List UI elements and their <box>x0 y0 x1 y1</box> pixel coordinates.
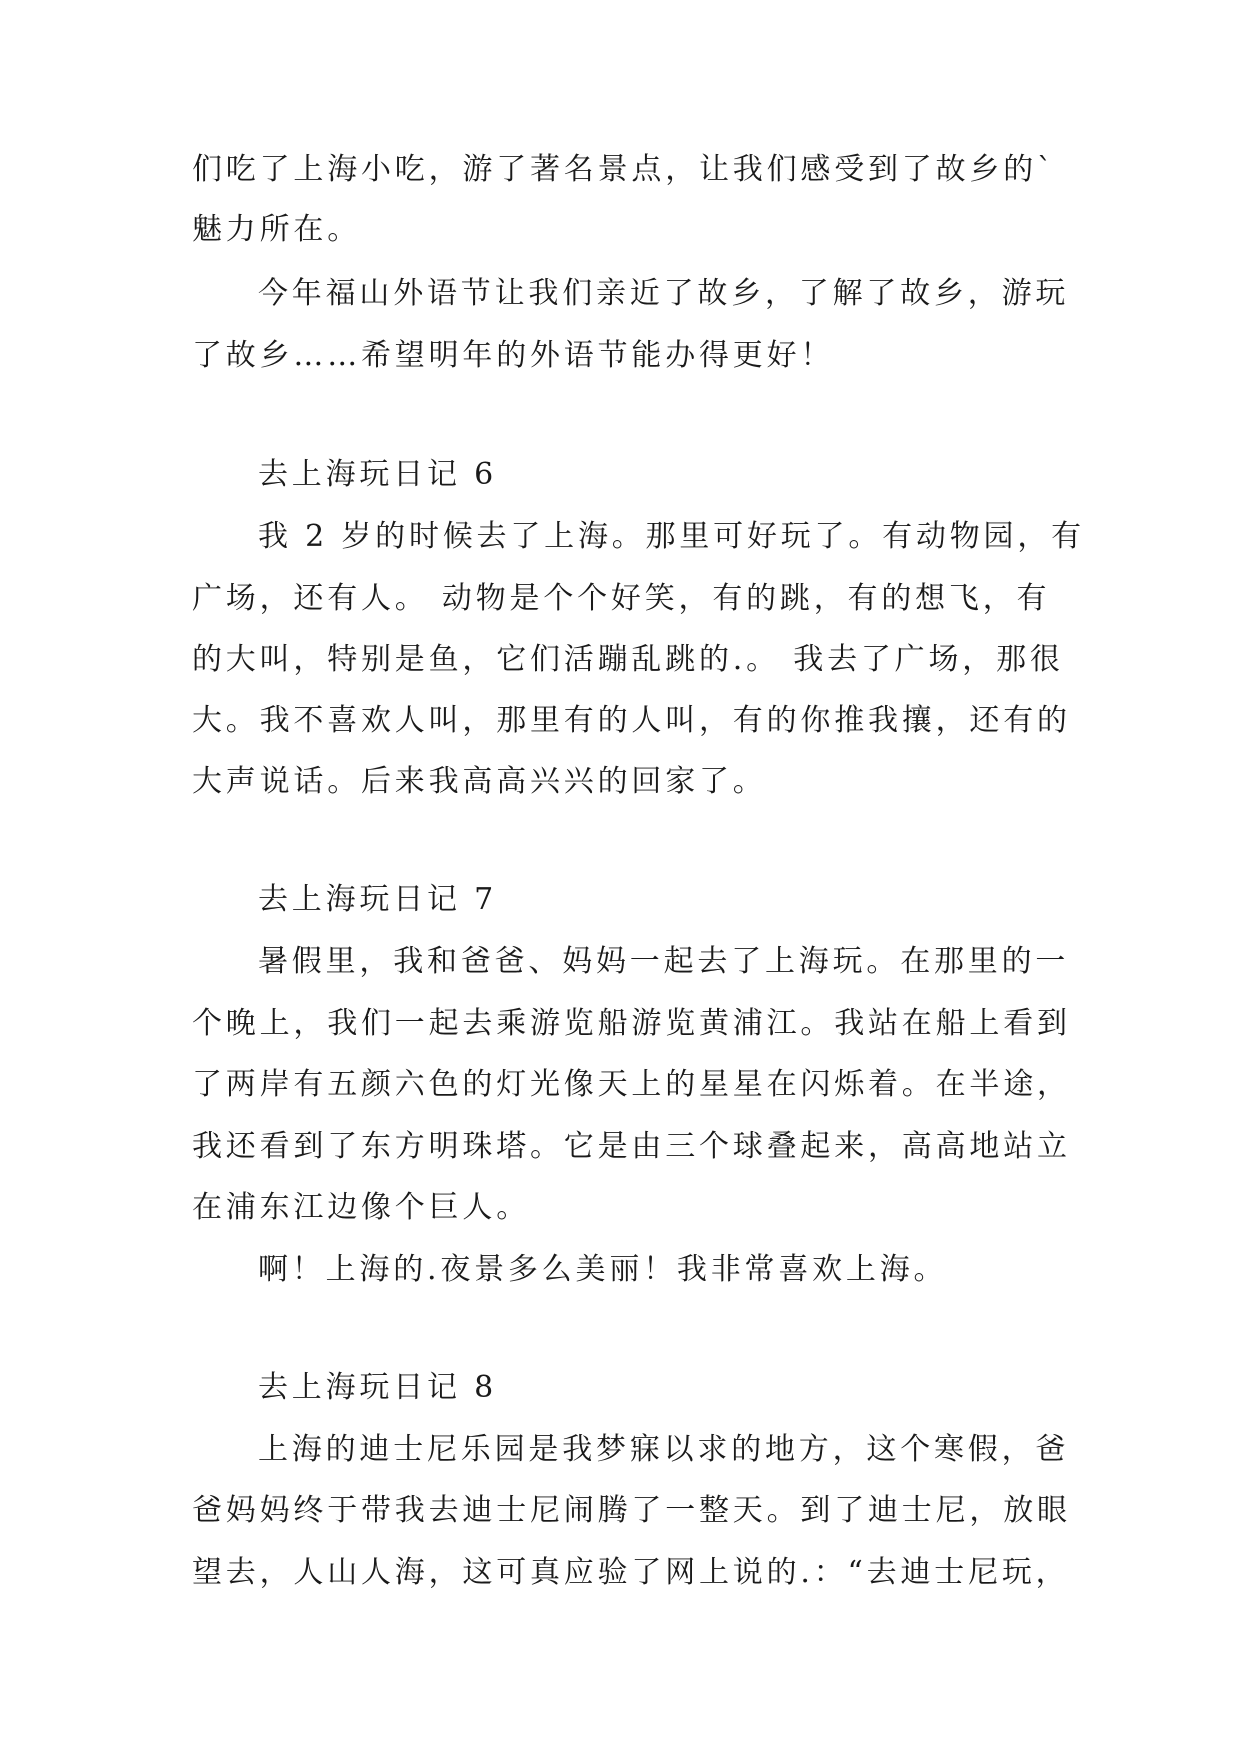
paragraph-line: 暑假里，我和爸爸、妈妈一起去了上海玩。在那里的一 <box>258 944 1070 979</box>
paragraph-line: 望去，人山人海，这可真应验了网上说的.：“去迪士尼玩， <box>192 1555 1070 1590</box>
paragraph-line: 我 2 岁的时候去了上海。那里可好玩了。有动物园，有 <box>258 519 1085 554</box>
paragraph-line: 个晚上，我们一起去乘游览船游览黄浦江。我站在船上看到 <box>192 1006 1071 1041</box>
section-heading: 去上海玩日记 6 <box>258 457 498 492</box>
paragraph-line: 啊！上海的.夜景多么美丽！我非常喜欢上海。 <box>258 1252 948 1287</box>
paragraph-line: 们吃了上海小吃，游了著名景点，让我们感受到了故乡的` <box>192 152 1056 187</box>
paragraph-line: 了两岸有五颜六色的灯光像天上的星星在闪烁着。在半途， <box>192 1067 1071 1102</box>
document-page <box>192 0 1085 1754</box>
paragraph-line: 我还看到了东方明珠塔。它是由三个球叠起来，高高地站立 <box>192 1129 1071 1164</box>
paragraph-line: 爸妈妈终于带我去迪士尼闹腾了一整天。到了迪士尼，放眼 <box>192 1493 1071 1528</box>
paragraph-line: 上海的迪士尼乐园是我梦寐以求的地方，这个寒假，爸 <box>258 1432 1070 1467</box>
paragraph-line: 的大叫，特别是鱼，它们活蹦乱跳的.。 我去了广场，那很 <box>192 642 1064 677</box>
paragraph-line: 大声说话。后来我高高兴兴的回家了。 <box>192 764 767 799</box>
section-heading: 去上海玩日记 7 <box>258 882 498 917</box>
section-heading: 去上海玩日记 8 <box>258 1370 498 1405</box>
paragraph-line: 今年福山外语节让我们亲近了故乡，了解了故乡，游玩 <box>258 276 1070 311</box>
paragraph-line: 大。我不喜欢人叫，那里有的人叫，有的你推我攘，还有的 <box>192 703 1071 738</box>
paragraph-line: 在浦东江边像个巨人。 <box>192 1190 530 1225</box>
paragraph-line: 魅力所在。 <box>192 212 361 247</box>
paragraph-line: 了故乡……希望明年的外语节能办得更好！ <box>192 338 835 373</box>
paragraph-line: 广场，还有人。 动物是个个好笑，有的跳，有的想飞，有 <box>192 581 1051 616</box>
